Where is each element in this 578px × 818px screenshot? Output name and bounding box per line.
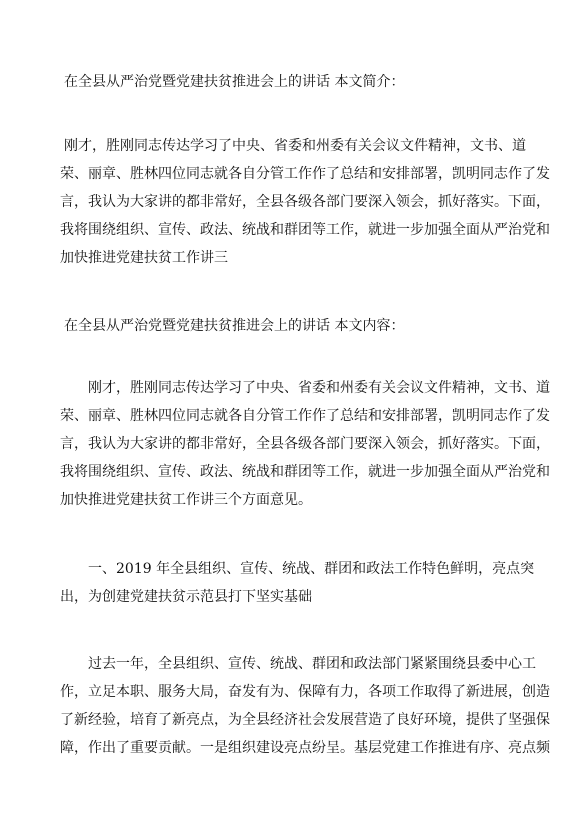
section1-heading: 一、2019 年全县组织、宣传、统战、群团和政法工作特色鲜明，亮点突出，为创建党建扶贫示范县打下坚实基础 bbox=[60, 561, 535, 605]
content-heading: 在全县从严治党暨党建扶贫推进会上的讲话 本文内容： bbox=[64, 318, 405, 334]
section1-body: 过去一年，全县组织、宣传、统战、群团和政法部门紧紧围绕县委中心工作，立足本职、服务大局，奋发有为、保障有力，各项工作取得了新进展，创造了新经验，培育了新亮点，为全县经济社会发展营造了良好环境，提供了坚强保障，作出了重要贡献。一是组织建设亮点纷呈。基层党建工作推进有序、亮点频 bbox=[60, 656, 550, 756]
intro-body: 刚才，胜刚同志传达学习了中央、省委和州委有关会议文件精神，文书、道荣、丽章、胜林四位同志就各自分管工作作了总结和安排部署，凯明同志作了发言，我认为大家讲的都非常好，全县各级各部门要深入领会，抓好落实。下面，我将围绕组织、宣传、政法、统战和群团等工作，就进一步加强全面从严治党和加快推进党建扶贫工作讲三 bbox=[60, 138, 550, 266]
intro-heading: 在全县从严治党暨党建扶贫推进会上的讲话 本文简介： bbox=[64, 74, 405, 90]
content-body: 刚才，胜刚同志传达学习了中央、省委和州委有关会议文件精神，文书、道荣、丽章、胜林四位同志就各自分管工作作了总结和安排部署，凯明同志作了发言，我认为大家讲的都非常好，全县各级各部门要深入领会，抓好落实。下面，我将围绕组织、宣传、政法、统战和群团等工作，就进一步加强全面从严治党和加快推进党建扶贫工作讲三个方面意见。 bbox=[60, 380, 550, 508]
